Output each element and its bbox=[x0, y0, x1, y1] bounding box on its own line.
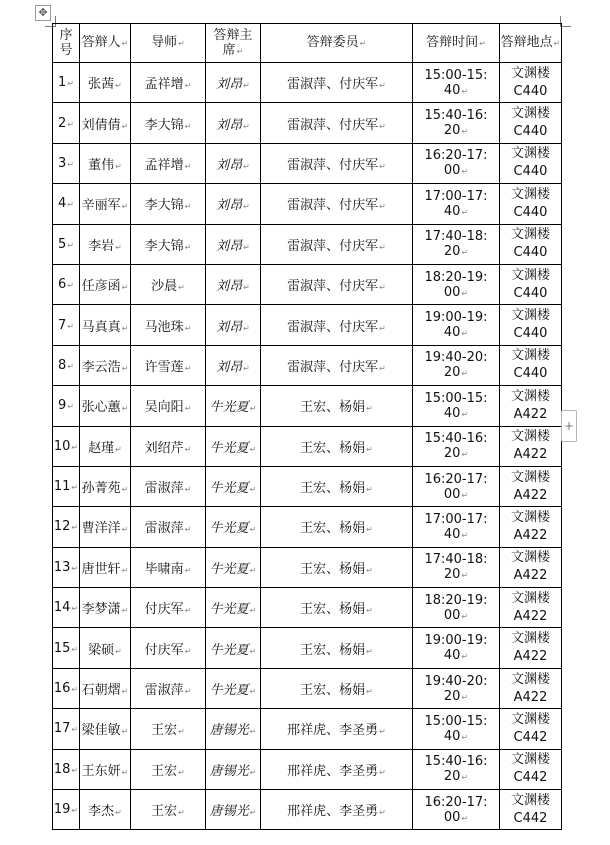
cell-advisor[interactable]: 沙晨↵ bbox=[131, 264, 206, 304]
table-row bbox=[53, 426, 562, 466]
cell-advisor[interactable]: 雷淑萍↵ bbox=[131, 668, 206, 708]
cell-members[interactable]: 王宏、杨娟↵ bbox=[261, 547, 413, 587]
cell-advisor[interactable]: 李大锦↵ bbox=[131, 184, 206, 224]
cell-place[interactable]: 文渊楼 A422 bbox=[500, 507, 562, 547]
table-row bbox=[53, 790, 562, 830]
cell-advisor[interactable]: 付庆军↵ bbox=[131, 628, 206, 668]
cell-student[interactable]: 李云浩↵ bbox=[80, 345, 131, 385]
cell-time[interactable]: 19:40-20: 20↵ bbox=[413, 345, 500, 385]
defense-schedule-table bbox=[52, 23, 562, 830]
cell-place[interactable]: 文渊楼 A422 bbox=[500, 547, 562, 587]
cell-members[interactable]: 雷淑萍、付庆军↵ bbox=[261, 345, 413, 385]
cell-time[interactable]: 15:40-16: 20↵ bbox=[413, 749, 500, 789]
cell-student[interactable]: 任彦函↵ bbox=[80, 264, 131, 304]
cell-chair[interactable]: 牛光夏↵ bbox=[206, 466, 261, 506]
cell-members[interactable]: 雷淑萍、付庆军↵ bbox=[261, 103, 413, 143]
cell-student[interactable]: 李岩↵ bbox=[80, 224, 131, 264]
header-student: 答辩人↵ bbox=[80, 24, 131, 63]
cell-no[interactable]: 12↵ bbox=[53, 507, 80, 547]
cell-advisor[interactable]: 雷淑萍↵ bbox=[131, 507, 206, 547]
cell-advisor[interactable]: 孟祥增↵ bbox=[131, 63, 206, 103]
cell-time[interactable]: 17:40-18: 20↵ bbox=[413, 547, 500, 587]
cell-members[interactable]: 王宏、杨娟↵ bbox=[261, 426, 413, 466]
cell-student[interactable]: 曹洋洋↵ bbox=[80, 507, 131, 547]
cell-no[interactable]: 8↵ bbox=[53, 345, 80, 385]
cell-time[interactable]: 18:20-19: 00↵ bbox=[413, 264, 500, 304]
table-row bbox=[53, 709, 562, 749]
cell-advisor[interactable]: 王宏↵ bbox=[131, 709, 206, 749]
cell-members[interactable]: 王宏、杨娟↵ bbox=[261, 628, 413, 668]
cell-time[interactable]: 15:00-15: 40↵ bbox=[413, 63, 500, 103]
cell-student[interactable]: 董伟↵ bbox=[80, 143, 131, 183]
cell-place[interactable]: 文渊楼 C440 bbox=[500, 63, 562, 103]
cell-chair[interactable]: 牛光夏↵ bbox=[206, 628, 261, 668]
header-members: 答辩委员↵ bbox=[261, 24, 413, 63]
cell-chair[interactable]: 唐锡光↵ bbox=[206, 749, 261, 789]
cell-chair[interactable]: 刘昂↵ bbox=[206, 103, 261, 143]
header-time: 答辩时间↵ bbox=[413, 24, 500, 63]
cell-chair[interactable]: 刘昂↵ bbox=[206, 264, 261, 304]
cell-student[interactable]: 辛丽军↵ bbox=[80, 184, 131, 224]
cell-members[interactable]: 雷淑萍、付庆军↵ bbox=[261, 264, 413, 304]
cell-members[interactable]: 雷淑萍、付庆军↵ bbox=[261, 63, 413, 103]
cell-time[interactable]: 15:00-15: 40↵ bbox=[413, 709, 500, 749]
cell-chair[interactable]: 牛光夏↵ bbox=[206, 668, 261, 708]
cell-no[interactable]: 7↵ bbox=[53, 305, 80, 345]
table-row bbox=[53, 184, 562, 224]
table-row bbox=[53, 63, 562, 103]
cell-place[interactable]: 文渊楼 A422 bbox=[500, 386, 562, 426]
cell-members[interactable]: 雷淑萍、付庆军↵ bbox=[261, 143, 413, 183]
cell-chair[interactable]: 牛光夏↵ bbox=[206, 426, 261, 466]
cell-members[interactable]: 王宏、杨娟↵ bbox=[261, 386, 413, 426]
cell-advisor[interactable]: 马池珠↵ bbox=[131, 305, 206, 345]
cell-place[interactable]: 文渊楼 C442 bbox=[500, 749, 562, 789]
cell-chair[interactable]: 唐锡光↵ bbox=[206, 709, 261, 749]
table-row bbox=[53, 668, 562, 708]
add-column-button[interactable]: + bbox=[561, 410, 577, 442]
cell-members[interactable]: 邢祥虎、李圣勇↵ bbox=[261, 709, 413, 749]
cell-members[interactable]: 王宏、杨娟↵ bbox=[261, 668, 413, 708]
cell-time[interactable]: 16:20-17: 00↵ bbox=[413, 466, 500, 506]
cell-time[interactable]: 15:40-16: 20↵ bbox=[413, 426, 500, 466]
cell-no[interactable]: 15↵ bbox=[53, 628, 80, 668]
cell-no[interactable]: 3↵ bbox=[53, 143, 80, 183]
cell-student[interactable]: 马真真↵ bbox=[80, 305, 131, 345]
cell-place[interactable]: 文渊楼 C442 bbox=[500, 790, 562, 830]
cell-place[interactable]: 文渊楼 A422 bbox=[500, 628, 562, 668]
cell-chair[interactable]: 牛光夏↵ bbox=[206, 547, 261, 587]
cell-student[interactable]: 刘倩倩↵ bbox=[80, 103, 131, 143]
cell-place[interactable]: 文渊楼 C442 bbox=[500, 709, 562, 749]
table-row bbox=[53, 588, 562, 628]
cell-no[interactable]: 13↵ bbox=[53, 547, 80, 587]
table-row bbox=[53, 628, 562, 668]
cell-members[interactable]: 雷淑萍、付庆军↵ bbox=[261, 184, 413, 224]
cell-time[interactable]: 19:40-20: 20↵ bbox=[413, 668, 500, 708]
cell-place[interactable]: 文渊楼 A422 bbox=[500, 588, 562, 628]
cell-advisor[interactable]: 刘绍芹↵ bbox=[131, 426, 206, 466]
cell-advisor[interactable]: 吴向阳↵ bbox=[131, 386, 206, 426]
cell-advisor[interactable]: 雷淑萍↵ bbox=[131, 466, 206, 506]
table-row bbox=[53, 345, 562, 385]
cell-advisor[interactable]: 李大锦↵ bbox=[131, 224, 206, 264]
cell-time[interactable]: 17:00-17: 40↵ bbox=[413, 184, 500, 224]
cell-no[interactable]: 6↵ bbox=[53, 264, 80, 304]
cell-chair[interactable]: 刘昂↵ bbox=[206, 224, 261, 264]
cell-members[interactable]: 邢祥虎、李圣勇↵ bbox=[261, 749, 413, 789]
table-row bbox=[53, 305, 562, 345]
cell-chair[interactable]: 刘昂↵ bbox=[206, 63, 261, 103]
header-row bbox=[53, 24, 562, 63]
cell-no[interactable]: 1↵ bbox=[53, 63, 80, 103]
cell-student[interactable]: 李杰↵ bbox=[80, 790, 131, 830]
cell-no[interactable]: 18↵ bbox=[53, 749, 80, 789]
cell-time[interactable]: 17:00-17: 40↵ bbox=[413, 507, 500, 547]
cell-no[interactable]: 10↵ bbox=[53, 426, 80, 466]
cell-advisor[interactable]: 孟祥增↵ bbox=[131, 143, 206, 183]
cell-members[interactable]: 雷淑萍、付庆军↵ bbox=[261, 305, 413, 345]
cell-place[interactable]: 文渊楼 C440 bbox=[500, 224, 562, 264]
cell-time[interactable]: 15:40-16: 20↵ bbox=[413, 103, 500, 143]
cell-chair[interactable]: 牛光夏↵ bbox=[206, 507, 261, 547]
cell-no[interactable]: 4↵ bbox=[53, 184, 80, 224]
cell-place[interactable]: 文渊楼 A422 bbox=[500, 668, 562, 708]
table-row bbox=[53, 143, 562, 183]
cell-chair[interactable]: 刘昂↵ bbox=[206, 345, 261, 385]
cell-advisor[interactable]: 许雪莲↵ bbox=[131, 345, 206, 385]
cell-time[interactable]: 19:00-19: 40↵ bbox=[413, 628, 500, 668]
cell-chair[interactable]: 刘昂↵ bbox=[206, 305, 261, 345]
table-row bbox=[53, 507, 562, 547]
cell-place[interactable]: 文渊楼 C440 bbox=[500, 103, 562, 143]
cell-no[interactable]: 16↵ bbox=[53, 668, 80, 708]
cell-student[interactable]: 石朝熠↵ bbox=[80, 668, 131, 708]
cell-chair[interactable]: 刘昂↵ bbox=[206, 184, 261, 224]
table-row bbox=[53, 103, 562, 143]
cell-time[interactable]: 18:20-19: 00↵ bbox=[413, 588, 500, 628]
cell-time[interactable]: 16:20-17: 00↵ bbox=[413, 143, 500, 183]
table-row bbox=[53, 466, 562, 506]
table-row bbox=[53, 386, 562, 426]
cell-chair[interactable]: 牛光夏↵ bbox=[206, 588, 261, 628]
cell-student[interactable]: 梁佳敏↵ bbox=[80, 709, 131, 749]
cell-place[interactable]: 文渊楼 C440 bbox=[500, 143, 562, 183]
table-row bbox=[53, 749, 562, 789]
table-move-handle-icon[interactable]: ✥ bbox=[35, 5, 51, 21]
cell-place[interactable]: 文渊楼 A422 bbox=[500, 466, 562, 506]
table-row bbox=[53, 547, 562, 587]
cell-no[interactable]: 11↵ bbox=[53, 466, 80, 506]
cell-place[interactable]: 文渊楼 C440 bbox=[500, 184, 562, 224]
cell-no[interactable]: 19↵ bbox=[53, 790, 80, 830]
cell-no[interactable]: 9↵ bbox=[53, 386, 80, 426]
cell-advisor[interactable]: 王宏↵ bbox=[131, 749, 206, 789]
cell-advisor[interactable]: 王宏↵ bbox=[131, 790, 206, 830]
cell-no[interactable]: 14↵ bbox=[53, 588, 80, 628]
header-place: 答辩地点↵ bbox=[500, 24, 562, 63]
table-row bbox=[53, 264, 562, 304]
cell-place[interactable]: 文渊楼 A422 bbox=[500, 426, 562, 466]
cell-no[interactable]: 5↵ bbox=[53, 224, 80, 264]
table-row bbox=[53, 224, 562, 264]
cell-student[interactable]: 梁硕↵ bbox=[80, 628, 131, 668]
cell-advisor[interactable]: 付庆军↵ bbox=[131, 588, 206, 628]
cell-members[interactable]: 雷淑萍、付庆军↵ bbox=[261, 224, 413, 264]
cell-student[interactable]: 王东妍↵ bbox=[80, 749, 131, 789]
cell-student[interactable]: 李梦潇↵ bbox=[80, 588, 131, 628]
cell-student[interactable]: 孙菁苑↵ bbox=[80, 466, 131, 506]
cell-chair[interactable]: 唐锡光↵ bbox=[206, 790, 261, 830]
cell-members[interactable]: 王宏、杨娟↵ bbox=[261, 588, 413, 628]
cell-advisor[interactable]: 毕啸南↵ bbox=[131, 547, 206, 587]
cell-no[interactable]: 2↵ bbox=[53, 103, 80, 143]
cell-student[interactable]: 张茜↵ bbox=[80, 63, 131, 103]
cell-advisor[interactable]: 李大锦↵ bbox=[131, 103, 206, 143]
cell-student[interactable]: 赵瑾↵ bbox=[80, 426, 131, 466]
cell-place[interactable]: 文渊楼 C440 bbox=[500, 345, 562, 385]
cell-no[interactable]: 17↵ bbox=[53, 709, 80, 749]
cell-student[interactable]: 张心蕙↵ bbox=[80, 386, 131, 426]
cell-chair[interactable]: 牛光夏↵ bbox=[206, 386, 261, 426]
header-chair: 答辩主 席↵ bbox=[206, 24, 261, 63]
cell-time[interactable]: 15:00-15: 40↵ bbox=[413, 386, 500, 426]
cell-members[interactable]: 王宏、杨娟↵ bbox=[261, 507, 413, 547]
header-advisor: 导师↵ bbox=[131, 24, 206, 63]
cell-student[interactable]: 唐世轩↵ bbox=[80, 547, 131, 587]
cell-time[interactable]: 17:40-18: 20↵ bbox=[413, 224, 500, 264]
cell-members[interactable]: 邢祥虎、李圣勇↵ bbox=[261, 790, 413, 830]
cell-time[interactable]: 16:20-17: 00↵ bbox=[413, 790, 500, 830]
cell-chair[interactable]: 刘昂↵ bbox=[206, 143, 261, 183]
header-no: 序 号 bbox=[53, 24, 80, 63]
cell-time[interactable]: 19:00-19: 40↵ bbox=[413, 305, 500, 345]
cell-place[interactable]: 文渊楼 C440 bbox=[500, 305, 562, 345]
cell-place[interactable]: 文渊楼 C440 bbox=[500, 264, 562, 304]
cell-members[interactable]: 王宏、杨娟↵ bbox=[261, 466, 413, 506]
